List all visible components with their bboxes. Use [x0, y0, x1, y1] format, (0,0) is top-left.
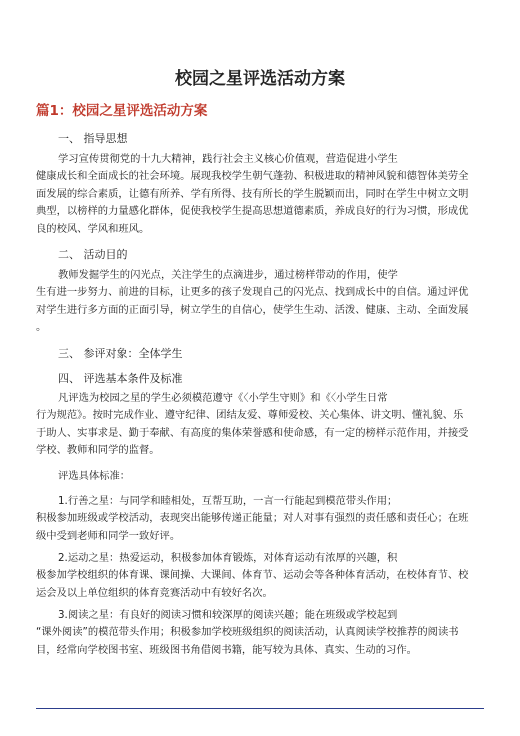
paragraph-line: 行为规范》。按时完成作业、遵守纪律、团结友爱、尊师爱校、关心集体、讲文明、懂礼貌、乐 — [36, 409, 464, 422]
section-heading-participants: 三、 参评对象：全体学生 — [58, 347, 183, 360]
paragraph-activity-purpose — [36, 267, 484, 337]
paragraph-line: 2.运动之星：热爱运动，积极参加体育锻炼，对体育运动有浓厚的兴趣，积 — [58, 552, 398, 564]
paragraph-line: 教师发掘学生的闪光点，关注学生的点滴进步，通过榜样带动的作用，使学 — [58, 269, 398, 281]
paragraph-line: 学校、教师和同学的监督。 — [36, 444, 160, 457]
paragraph-line: 运会及以上单位组织的体育竞赛活动中有较好名次。 — [36, 586, 273, 599]
paragraph-basic-conditions — [36, 390, 484, 460]
document-title: 校园之星评选活动方案 — [175, 69, 345, 89]
document-subtitle: 篇1：校园之星评选活动方案 — [36, 103, 208, 119]
paragraph-line: 面发展的综合素质，让德有所养、学有所得、技有所长的学生脱颖而出，同时在学生中树立文明 — [36, 187, 469, 200]
paragraph-line: 对学生进行多方面的正面引导，树立学生的自信心，使学生生动、活泼、健康、主动、全面发展 — [36, 303, 469, 316]
paragraph-line: 1.行善之星：与同学和睦相处，互帮互助，一言一行能起到模范带头作用； — [58, 495, 398, 507]
paragraph-line: 学习宣传贯彻党的十九大精神，践行社会主义核心价值观，营造促进小学生 — [58, 153, 398, 165]
paragraph-line: 于助人、实事求是、勤于奉献、有高度的集体荣誉感和使命感，有一定的榜样示范作用，并接受 — [36, 426, 469, 439]
criterion-sports-star — [36, 550, 484, 602]
paragraph-line: 极参加学校组织的体育课、课间操、大课间、体育节、运动会等各种体育活动，在校体育节、校 — [36, 569, 469, 582]
paragraph-line: 健康成长和全面成长的社会环境。展现我校学生朝气蓬勃、积极进取的精神风貌和德智体美劳全 — [36, 170, 469, 183]
paragraph-line: 目，经常向学校图书室、班级图书角借阅书籍，能写较为具体、真实、生动的习作。 — [36, 643, 417, 656]
criteria-heading-text: 评选具体标准： — [58, 470, 131, 482]
criterion-kindness-star — [36, 493, 484, 545]
paragraph-line: 良的校风、学风和班风。 — [36, 222, 150, 235]
footer-divider — [36, 708, 484, 709]
paragraph-line: 典型，以榜样的力量感化群体，促使我校学生提高思想道德素质，养成良好的行为习惯，形成优 — [36, 205, 469, 218]
paragraph-guiding-ideology — [36, 151, 484, 238]
section-heading-guiding-ideology: 一、 指导思想 — [58, 132, 128, 145]
paragraph-line: 级中受到老师和同学一致好评。 — [36, 529, 181, 542]
paragraph-line: 3.阅读之星：有良好的阅读习惯和较深厚的阅读兴趣；能在班级或学校起到 — [58, 609, 398, 621]
criteria-heading — [36, 468, 484, 485]
paragraph-line: 。 — [36, 321, 47, 334]
paragraph-line: “课外阅读”的模范带头作用；积极参加学校班级组织的阅读活动，认真阅读学校推荐的阅读书 — [36, 626, 459, 639]
section-heading-criteria: 四、 评选基本条件及标准 — [58, 372, 183, 385]
paragraph-line: 积极参加班级或学校活动，表现突出能够传递正能量；对人对事有强烈的责任感和责任心；在班 — [36, 512, 469, 525]
paragraph-line: 凡评选为校园之星的学生必须模范遵守《〈小学生守则》和《〈小学生日常 — [58, 392, 388, 404]
criterion-reading-star — [36, 607, 484, 659]
paragraph-line: 生有进一步努力、前进的目标，让更多的孩子发现自己的闪光点、找到成长中的自信。通过评优 — [36, 286, 469, 299]
section-heading-activity-purpose: 二、 活动目的 — [58, 248, 128, 261]
